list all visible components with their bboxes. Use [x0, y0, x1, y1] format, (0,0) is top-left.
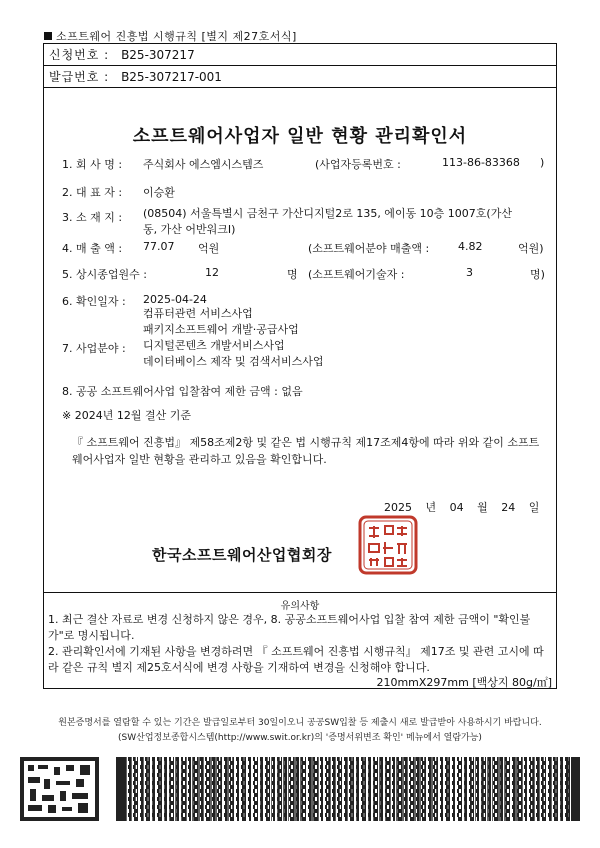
address-value: (08504) 서울특별시 금천구 가산디지털2로 135, 에이동 10층 1007호(가산 동, 가산 어반워크I) — [143, 207, 512, 236]
confirm-date: 2025-04-24 — [143, 293, 207, 306]
sales-value: 77.07 — [143, 240, 175, 253]
business-field-list — [143, 306, 324, 370]
list-item: 패키지소프트웨어 개발·공급사업 — [143, 323, 299, 336]
bid-restriction-row: 8. 공공 소프트웨어사업 입찰참여 제한 금액 : 없음 — [62, 385, 303, 398]
paper-size: 210mmX297mm [백상지 80g/㎡] — [376, 676, 552, 689]
confirm-date-row: 6. 확인일자 : 2025-04-24 — [62, 293, 207, 308]
sales-row: 4. 매 출 액 : 77.07 억원 (소프트웨어분야 매출액 : 4.82 억원) — [62, 240, 544, 255]
certification-statement: 『 소프트웨어 진흥법』 제58조제2항 및 같은 법 시행규칙 제17조제4항에 따라 위와 같이 소프트웨어사업자 일반 현황을 관리하고 있음을 확인합니다. — [72, 436, 540, 466]
footer-notice: 원본증명서를 열람할 수 있는 기간은 발급일로부터 30일이오니 공공SW입찰 등 제출시 새로 발급받아 사용하시기 바랍니다. (SW산업정보종합시스템(http://www.swit.or.kr)의 '증명서위변조 확인' 메뉴에서 열람가능) — [58, 718, 542, 743]
business-field-row: 7. 사업분야 : — [62, 342, 126, 355]
issue-date: 2025 년 04 월 24 일 — [384, 501, 540, 514]
company-row: 1. 회 사 명 : 주식회사 에스엠시스템즈 (사업자등록번호 : 113-86-83368 ) — [62, 156, 545, 171]
issue-number-row: 발급번호 : B25-307217-001 — [44, 66, 556, 88]
employee-count: 12 — [205, 266, 219, 279]
issue-number: B25-307217-001 — [121, 70, 222, 84]
notes-section — [44, 592, 556, 676]
document-title: 소프트웨어사업자 일반 현황 관리확인서 — [132, 126, 468, 147]
address-row: 3. 소 재 지 : — [62, 211, 123, 224]
company-name: 주식회사 에스엠시스템즈 — [143, 158, 264, 171]
official-seal-icon — [357, 514, 419, 576]
certificate-frame — [43, 43, 557, 689]
application-number-row: 신청번호 : B25-307217 — [44, 44, 556, 66]
pdf417-barcode-icon — [116, 757, 580, 821]
list-item: 디지털콘텐츠 개발서비스사업 — [143, 339, 285, 352]
sw-sales-value: 4.82 — [458, 240, 483, 253]
barcode-icon — [20, 757, 99, 821]
sw-technician-count: 3 — [466, 266, 473, 279]
application-number: B25-307217 — [121, 48, 195, 62]
list-item: 컴퓨터관련 서비스사업 — [143, 307, 253, 320]
bid-restriction-value: 없음 — [281, 385, 303, 398]
issuer-name: 한국소프트웨어산업협회장 — [152, 546, 332, 564]
employees-row: 5. 상시종업원수 : 12 명 (소프트웨어기술자 : 3 명) — [62, 266, 545, 281]
ceo-row: 2. 대 표 자 : 이승환 — [62, 186, 175, 199]
settlement-note: ※ 2024년 12월 결산 기준 — [62, 409, 191, 422]
note-item: 2. 관리확인서에 기재된 사항을 변경하려면 『 소프트웨어 진흥법 시행규칙』 제17조 및 관련 고시에 따라 같은 규칙 별지 제25호서식에 변경 사항을 기재하여 변경을 신청해야 합니다. — [48, 645, 544, 674]
notes-title: 유의사항 — [280, 601, 320, 612]
list-item: 데이터베이스 제작 및 검색서비스사업 — [143, 355, 324, 368]
note-item: 1. 최근 결산 자료로 변경 신청하지 않은 경우, 8. 공공소프트웨어사업 입찰 참여 제한 금액이 "확인불가"로 명시됩니다. — [48, 613, 531, 642]
form-reference: 소프트웨어 진흥법 시행규칙 [별지 제27호서식] — [44, 28, 297, 44]
ceo-name: 이승환 — [143, 186, 175, 199]
business-reg-number: 113-86-83368 — [442, 156, 520, 169]
square-bullet-icon — [44, 32, 52, 40]
